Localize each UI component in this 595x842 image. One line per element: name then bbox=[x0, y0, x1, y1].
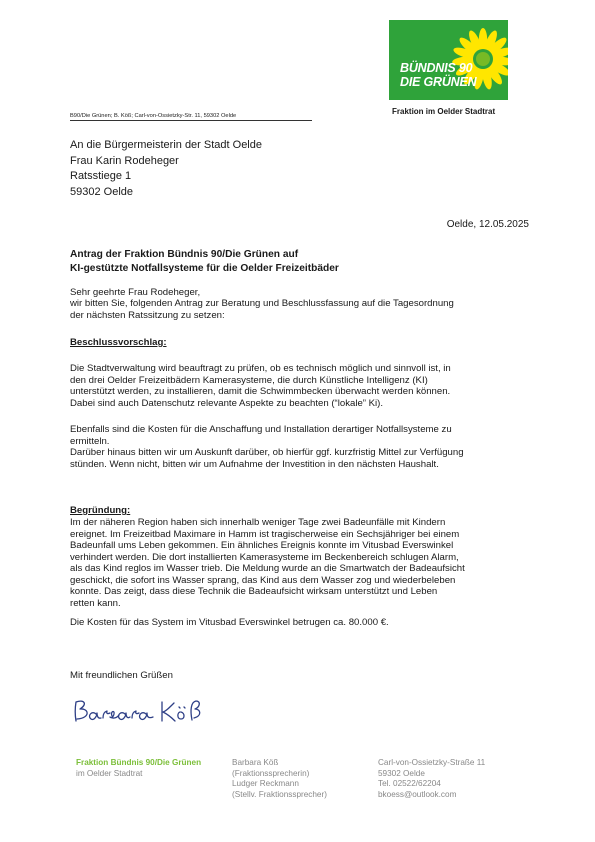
logo-subtitle: Fraktion im Oelder Stadtrat bbox=[392, 107, 496, 116]
footer-speakers bbox=[232, 758, 327, 800]
footer-line: Carl-von-Ossietzky-Straße 11 bbox=[378, 758, 486, 767]
text-line: konnte. Das zeigt, dass diese Technik die Badeaufsicht wirksam unterstützt und Leben bbox=[70, 586, 438, 597]
request-paragraph bbox=[70, 298, 528, 321]
logo-line-1: BÜNDNIS 90 bbox=[400, 61, 473, 75]
subject bbox=[70, 248, 339, 276]
text-line: Im der näheren Region haben sich innerhalb weniger Tage zwei Badeunfälle mit Kindern bbox=[70, 517, 446, 528]
beschluss-heading-colon: : bbox=[163, 337, 167, 348]
paragraph-3 bbox=[70, 447, 528, 470]
beschluss-heading-text: Beschlussvorschlag bbox=[70, 337, 164, 348]
text-line: ereignet. Im Freizeitbad Maximare in Hamm ist tragischerweise ein Sechsjähriger bei einem bbox=[70, 528, 460, 540]
text-line: retten kann. bbox=[70, 597, 121, 609]
subject-line: Antrag der Fraktion Bündnis 90/Die Grünen auf bbox=[70, 249, 299, 260]
salutation: Sehr geehrte Frau Rodeheger, bbox=[70, 287, 201, 298]
footer-line: (Fraktionssprecherin) bbox=[232, 768, 310, 778]
text-line: unterstützt werden, zu installieren, damit die Schwimmbecken überwacht werden können. bbox=[70, 386, 451, 397]
text-line: als das Kind reglos im Wasser trieb. Die Meldung wurde an die Smartwatch der Badeaufsicht bbox=[70, 563, 465, 574]
beschluss-heading bbox=[70, 337, 528, 349]
footer-faction bbox=[76, 758, 201, 779]
text-line: Dabei sind auch Datenschutz relevante Aspekte zu beachten (“lokale” Ki). bbox=[70, 397, 384, 409]
text-line: stünden. Wenn nicht, bitten wir um Aufnahme der Investition in den nächsten Haushalt. bbox=[70, 458, 439, 470]
footer-contact bbox=[378, 758, 485, 800]
footer-line: Ludger Reckmann bbox=[232, 779, 299, 788]
footer-line: Barbara Köß bbox=[232, 758, 279, 767]
text-line: verhindert werden. Die dort installierten Kamerasysteme im Beckenbereich schlugen Alarm, bbox=[70, 551, 459, 563]
subject-line: KI-gestützte Notfallsysteme für die Oelder Freizeitbäder bbox=[70, 263, 339, 274]
text-line: Ebenfalls sind die Kosten für die Anschaffung und Installation derartiger Notfallsysteme zu bbox=[70, 424, 452, 435]
text-line: ermitteln. bbox=[70, 435, 110, 447]
recipient-line: Ratsstiege 1 bbox=[70, 170, 132, 182]
recipient-line: Frau Karin Rodeheger bbox=[70, 154, 179, 167]
footer-line: im Oelder Stadtrat bbox=[76, 768, 143, 778]
letter-date: Oelde, 12.05.2025 bbox=[446, 219, 529, 230]
paragraph-1 bbox=[70, 363, 528, 409]
footer-line: (Stellv. Fraktionssprecher) bbox=[232, 789, 327, 799]
footer-email-link[interactable]: bkoess@outlook.com bbox=[378, 789, 457, 799]
text-line: Darüber hinaus bitten wir um Auskunft darüber, ob hierfür ggf. kurzfristig Mittel zur Verfügung bbox=[70, 447, 464, 458]
text-line: Badeunfall ums Leben gekommen. Ein ähnliches Ereignis konnte im Vitusbad Everswinkel bbox=[70, 540, 454, 551]
costs-line: Die Kosten für das System im Vitusbad Everswinkel betrugen ca. 80.000 €. bbox=[70, 617, 389, 628]
text-line: den drei Oelder Freizeitbädern Kamerasysteme, die durch Künstliche Intelligenz (KI) bbox=[70, 374, 428, 386]
begruendung-paragraph bbox=[70, 517, 528, 609]
signature-image bbox=[70, 696, 210, 726]
recipient-address bbox=[70, 138, 262, 200]
footer-line: Fraktion Bündnis 90/Die Grünen bbox=[76, 758, 202, 767]
text-line: geschickt, die sofort ins Wasser sprang, das Kind aus dem Wasser zog und wiederbeleben bbox=[70, 574, 456, 586]
footer-line: Tel. 02522/62204 bbox=[378, 779, 441, 788]
party-logo bbox=[389, 20, 508, 100]
closing: Mit freundlichen Grüßen bbox=[70, 670, 173, 681]
logo-line-2: DIE GRÜNEN bbox=[400, 75, 477, 89]
paragraph-2 bbox=[70, 424, 528, 447]
footer-line: 59302 Oelde bbox=[378, 768, 425, 778]
return-address: B90/Die Grünen; B. Köß; Carl-von-Ossietzky-Str. 11, 59302 Oelde bbox=[70, 113, 312, 121]
text-line: wir bitten Sie, folgenden Antrag zur Beratung und Beschlussfassung auf die Tagesordnung bbox=[70, 298, 454, 309]
recipient-line: 59302 Oelde bbox=[70, 185, 133, 198]
begruendung-heading: Begründung: bbox=[70, 505, 131, 516]
text-line: der nächsten Ratssitzung zu setzen: bbox=[70, 309, 225, 321]
recipient-line: An die Bürgermeisterin der Stadt Oelde bbox=[70, 139, 262, 151]
text-line: Die Stadtverwaltung wird beauftragt zu prüfen, ob es technisch möglich und sinnvoll ist, in bbox=[70, 363, 451, 374]
